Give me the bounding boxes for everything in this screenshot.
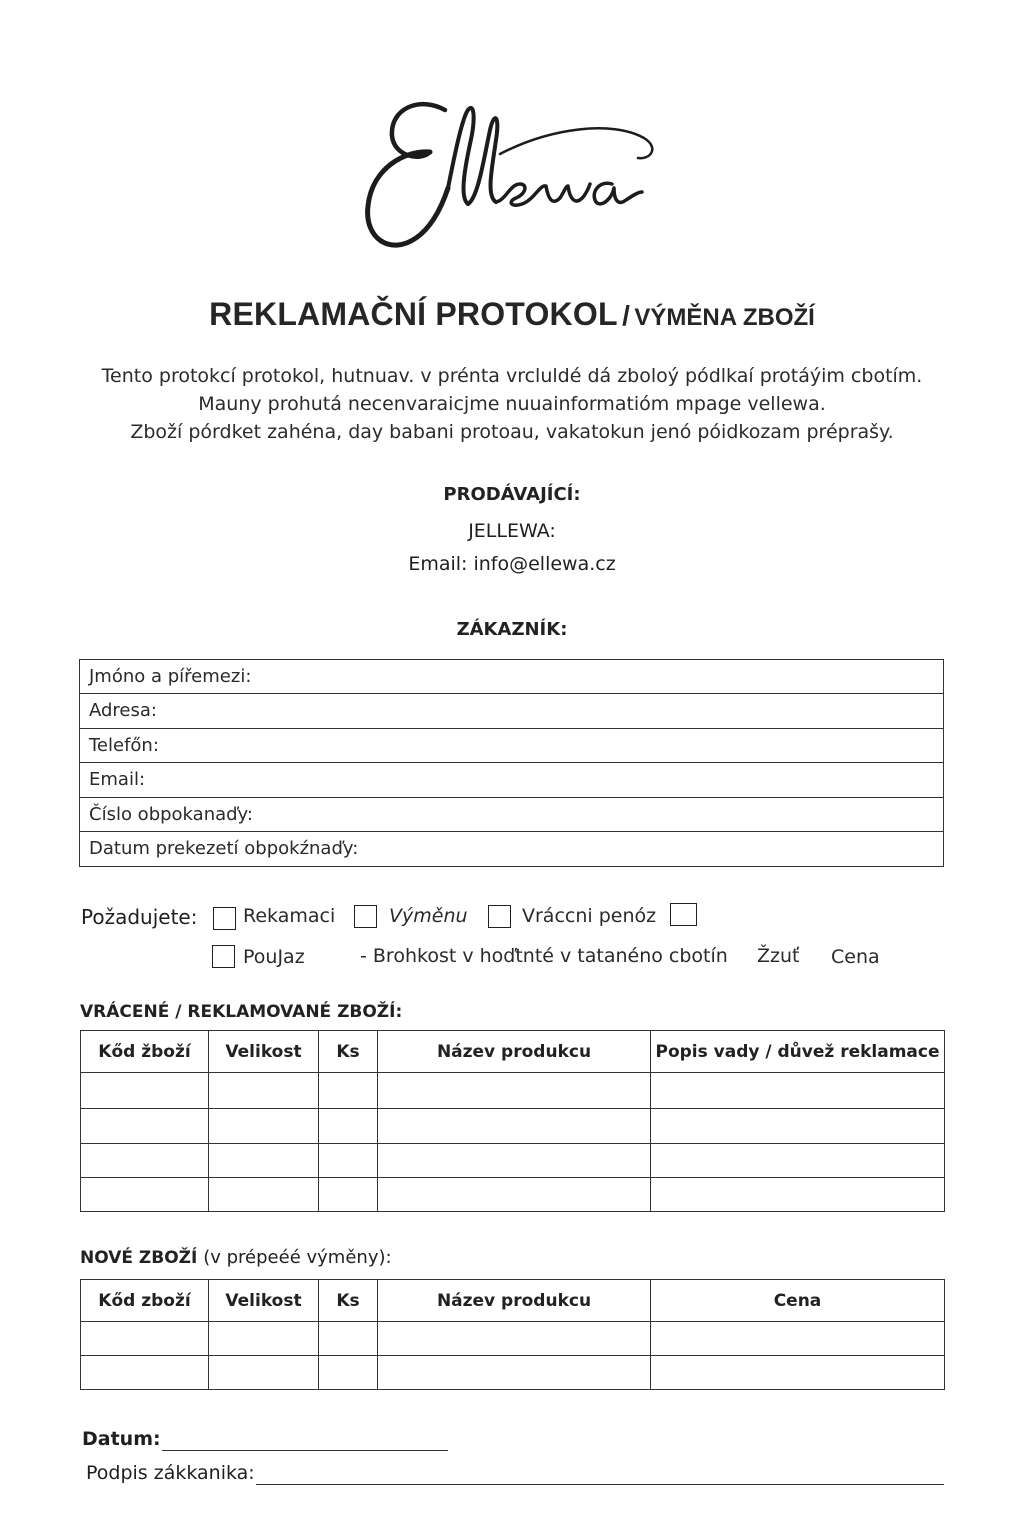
date-label: Datum: [82,1428,161,1450]
customer-heading: ZÁKAZNÍK: [456,619,568,640]
title-separator: / [622,300,630,331]
table-cell[interactable] [378,1144,651,1178]
customer-order-number-field[interactable]: Číslo obpokanaďy: [80,798,943,832]
refund-checkbox[interactable] [488,905,511,928]
table-cell[interactable] [319,1178,378,1212]
table-cell[interactable] [81,1144,209,1178]
table-cell[interactable] [378,1322,651,1356]
table-cell[interactable] [651,1144,945,1178]
table-cell[interactable] [81,1322,209,1356]
new-goods-title [80,1247,392,1268]
col-product-name: Název produkcu [378,1031,651,1073]
table-row [81,1109,945,1144]
table-cell[interactable] [378,1073,651,1109]
new-goods-table [80,1279,945,1390]
seller-name: JELLEWA: [468,520,556,542]
customer-order-date-field[interactable]: Datum prekezetí obpokźnaďy: [89,837,359,859]
table-cell[interactable] [81,1178,209,1212]
table-cell[interactable] [81,1109,209,1144]
other-checkbox[interactable] [670,903,697,926]
col-size: Velikost [209,1280,319,1322]
table-cell[interactable] [319,1144,378,1178]
signature-label: Podpis zákkanika: [86,1462,255,1484]
ellewa-logo [350,88,680,268]
col-code: Kőd žboží [81,1031,209,1073]
col-qty: Ks [319,1280,378,1322]
table-cell[interactable] [209,1322,319,1356]
table-row [81,1178,945,1212]
table-cell[interactable] [651,1356,945,1390]
table-row [81,1144,945,1178]
table-cell[interactable] [378,1356,651,1390]
intro-line-1: Tento protokcí protokol, hutnuav. v prénta vrcluldé dá zboloý pódlkaí protáýim cbotím. [101,365,923,387]
col-product-name: Název produkcu [378,1280,651,1322]
table-row [81,1322,945,1356]
col-price: Cena [651,1280,945,1322]
table-cell[interactable] [209,1144,319,1178]
col-size: Velikost [209,1031,319,1073]
voucher-checkbox[interactable] [212,945,235,968]
table-cell[interactable] [319,1073,378,1109]
seller-email: Email: info@ellewa.cz [408,553,616,575]
ellewa-script-logo [350,88,680,268]
reclamation-checkbox[interactable] [213,907,236,930]
table-cell[interactable] [209,1073,319,1109]
refund-option-label: Vráccni penóz [522,905,657,927]
new-goods-title-bold: NOVÉ ZBOŽÍ [80,1248,198,1268]
date-input-line[interactable] [162,1450,448,1451]
reclamation-option-label: Rekamaci [243,905,336,927]
table-cell[interactable] [651,1109,945,1144]
customer-phone-field[interactable]: Telefőn: [80,729,943,763]
table-cell[interactable] [651,1073,945,1109]
request-note: - Brohkost v hoďtnté v tatanéno cbotín [360,945,728,967]
request-label: Požadujete: [81,905,198,929]
table-cell[interactable] [651,1178,945,1212]
customer-email-field[interactable]: Email: [80,763,943,797]
table-cell[interactable] [209,1356,319,1390]
table-cell[interactable] [319,1322,378,1356]
table-cell[interactable] [81,1356,209,1390]
customer-name-field[interactable]: Jmóno a pířemezi: [80,660,943,694]
table-cell[interactable] [378,1178,651,1212]
customer-address-field[interactable]: Adresa: [80,694,943,728]
returned-goods-title: VRÁCENÉ / REKLAMOVANÉ ZBOŽÍ: [80,1002,403,1022]
title-main: REKLAMAČNÍ PROTOKOL [209,296,618,332]
table-cell[interactable] [81,1073,209,1109]
exchange-option-label: Výměnu [389,905,468,927]
table-cell[interactable] [651,1322,945,1356]
table-cell[interactable] [378,1109,651,1144]
request-extra-1: Žzuť [757,945,800,967]
seller-heading: PRODÁVAJÍCÍ: [443,484,581,505]
col-qty: Ks [319,1031,378,1073]
signature-input-line[interactable] [256,1484,944,1485]
table-cell[interactable] [209,1109,319,1144]
table-row [81,1356,945,1390]
table-cell[interactable] [209,1178,319,1212]
table-cell[interactable] [319,1109,378,1144]
table-row [81,1073,945,1109]
intro-line-2: Mauny prohutá necenvaraicjme nuuainformatióm mpage vellewa. [198,393,826,415]
document-title [0,296,1024,333]
request-extra-2: Cena [831,946,880,968]
new-goods-title-rest: (v prépeéé výměny): [203,1247,392,1268]
voucher-option-label: PouJaz [243,946,305,968]
title-sub: VÝMĚNA ZBOŽÍ [634,304,815,331]
col-defect-description: Popis vady / důvež reklamace [651,1031,945,1073]
exchange-checkbox[interactable] [354,905,377,928]
customer-form [79,659,944,867]
intro-line-3: Zboží pórdket zahéna, day babani protoau, vakatokun jenó póidkozam préprašy. [130,421,894,443]
returned-goods-table [80,1030,945,1212]
col-code: Kőd zboží [81,1280,209,1322]
table-cell[interactable] [319,1356,378,1390]
